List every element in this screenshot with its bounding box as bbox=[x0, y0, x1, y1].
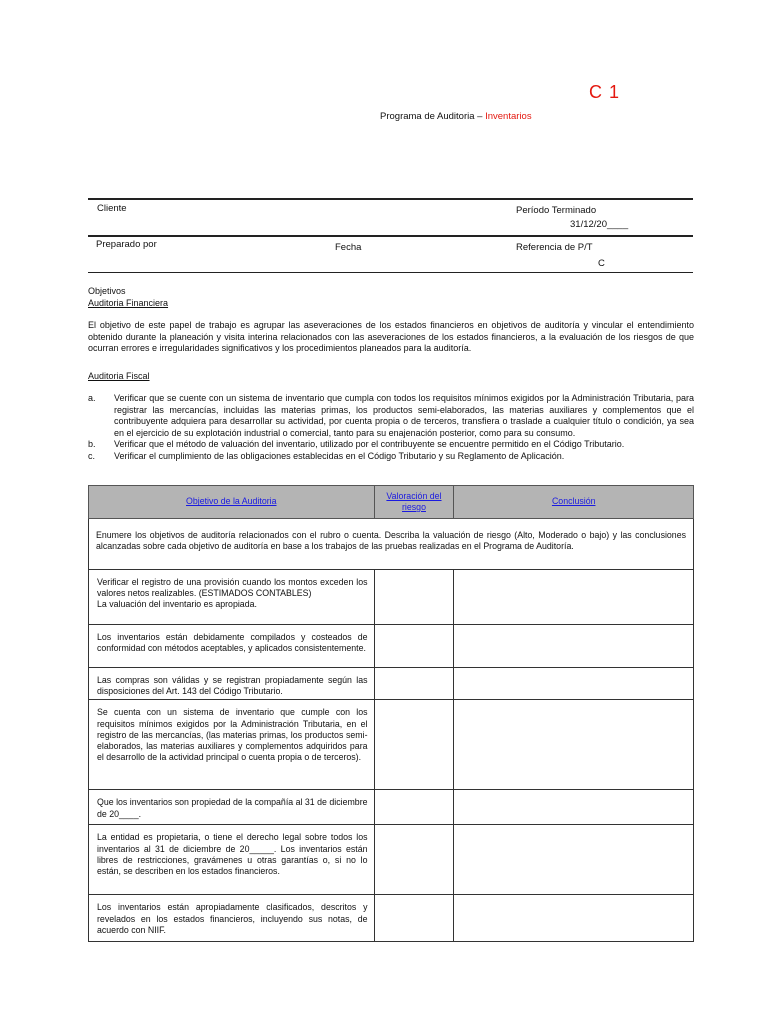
col-header-conclusion[interactable]: Conclusión bbox=[454, 486, 694, 519]
info-bottom-rule bbox=[88, 272, 693, 273]
prepared-by-label: Preparado por bbox=[96, 239, 157, 250]
program-title bbox=[380, 111, 532, 122]
table-row bbox=[89, 668, 694, 700]
objective-cell bbox=[89, 825, 375, 895]
info-middle-rule bbox=[88, 235, 693, 237]
table-intro-text: Enumere los objetivos de auditoría relacionados con el rubro o cuenta. Describa la valuación de riesgo (Alto, Moderado o bajo) y las conclusiones alcanzadas sobre cada objetivo de auditoría en base a los trabajos de las pruebas realizadas en el Programa de Auditoría. bbox=[89, 519, 694, 570]
period-value: 31/12/20____ bbox=[570, 219, 629, 230]
objective-text: Se cuenta con un sistema de inventario que cumple con los requisitos mínimos exigidos por la Administración Tributaria, en el registro de las mercancías, (las materias primas, los productos semi-elaborados, las materias auxiliares y complementos adquiridos para el desarrollo de la actividad principal o cuenta propia o de terceros). bbox=[97, 707, 368, 763]
objective-cell bbox=[89, 790, 375, 825]
fiscal-item bbox=[88, 451, 694, 463]
risk-cell[interactable] bbox=[374, 668, 454, 700]
risk-cell[interactable] bbox=[374, 790, 454, 825]
conclusion-cell[interactable] bbox=[454, 790, 694, 825]
fiscal-item bbox=[88, 439, 694, 451]
col-header-objective[interactable]: Objetivo de la Auditoria bbox=[89, 486, 375, 519]
date-label: Fecha bbox=[335, 242, 362, 253]
table-row bbox=[89, 570, 694, 625]
table-row bbox=[89, 825, 694, 895]
col-header-risk[interactable]: Valoración del riesgo bbox=[374, 486, 454, 519]
table-row bbox=[89, 700, 694, 790]
table-intro-row bbox=[89, 519, 694, 570]
objectives-section bbox=[88, 286, 694, 462]
objective-text: Los inventarios están debidamente compilados y costeados de conformidad con métodos aceptables, y aplicados consistentemente. bbox=[97, 632, 368, 654]
table-row bbox=[89, 625, 694, 668]
conclusion-cell[interactable] bbox=[454, 825, 694, 895]
client-label: Cliente bbox=[97, 203, 127, 214]
risk-cell[interactable] bbox=[374, 825, 454, 895]
conclusion-cell[interactable] bbox=[454, 668, 694, 700]
risk-cell[interactable] bbox=[374, 700, 454, 790]
program-title-prefix: Programa de Auditoria – bbox=[380, 111, 486, 122]
conclusion-cell[interactable] bbox=[454, 700, 694, 790]
fiscal-item bbox=[88, 393, 694, 439]
objective-cell bbox=[89, 570, 375, 625]
objective-cell bbox=[89, 668, 375, 700]
conclusion-cell[interactable] bbox=[454, 895, 694, 942]
risk-cell[interactable] bbox=[374, 625, 454, 668]
fiscal-item-text: Verificar que el método de valuación del inventario, utilizado por el contribuyente se encuentre permitido en el Código Tributario. bbox=[114, 439, 625, 449]
objective-cell bbox=[89, 625, 375, 668]
objective-text: La entidad es propietaria, o tiene el derecho legal sobre todos los inventarios al 31 de diciembre de 20_____. Los inventarios están libres de restricciones, gravámenes u otras garantías o, si no lo están, se describen en los estados financieros. bbox=[97, 832, 368, 877]
financial-audit-heading: Auditoria Financiera bbox=[88, 297, 169, 308]
fiscal-item-text: Verificar el cumplimiento de las obligaciones establecidas en el Código Tributario y su Reglamento de Aplicación. bbox=[114, 450, 565, 461]
audit-objectives-table bbox=[88, 485, 694, 942]
table-row bbox=[89, 895, 694, 942]
risk-cell[interactable] bbox=[374, 570, 454, 625]
fiscal-item-letter: a. bbox=[88, 393, 96, 403]
conclusion-cell[interactable] bbox=[454, 625, 694, 668]
program-title-subject: Inventarios bbox=[485, 111, 532, 122]
objective-text: Los inventarios están apropiadamente clasificados, descritos y revelados en los estados financieros, incluyendo sus notas, de acuerdo con NIIF. bbox=[97, 902, 368, 935]
risk-cell[interactable] bbox=[374, 895, 454, 942]
info-top-rule bbox=[88, 198, 693, 200]
document-code: C 1 bbox=[589, 82, 621, 102]
table-row bbox=[89, 790, 694, 825]
table-header-row bbox=[89, 486, 694, 519]
objective-text: Las compras son válidas y se registran propiadamente según las disposiciones del Art. 143 del Código Tributario. bbox=[97, 675, 368, 697]
objective-cell bbox=[89, 895, 375, 942]
fiscal-item-text: Verificar que se cuente con un sistema de inventario que cumpla con todos los requisitos mínimos exigidos por la Administración Tributaria, para registrar las mercancías, incluidas las materias primas, los productos semi-elaborados, las materias auxiliares y complementos que el contribuyente adquiera para desarrollar su actividad, por cuenta propia o de terceros, transfiera o traslade a cualquier título o condición, ya sea en el ejercicio de su explotación industrial o comercial, tanto para su enajenación posterior, como para su consumo. bbox=[114, 393, 694, 438]
fiscal-audit-list bbox=[88, 393, 694, 462]
fiscal-item-letter: c. bbox=[88, 450, 96, 461]
objective-text: Que los inventarios son propiedad de la compañía al 31 de diciembre de 20____. bbox=[97, 797, 368, 819]
objectives-heading: Objetivos bbox=[88, 286, 126, 296]
financial-audit-text: El objetivo de este papel de trabajo es agrupar las aseveraciones de los estados financieros en objetivos de auditoría y vincular el entendimiento obtenido durante la planeación y visita interina relacionados con las aseveraciones de los estados financieros, a la evaluación de los riesgos de que ocurran errores e irregularidades significativos y los procedimientos planeados para la auditoría. bbox=[88, 320, 694, 353]
fiscal-item-letter: b. bbox=[88, 439, 96, 449]
objective-subtext: La valuación del inventario es apropiada. bbox=[97, 599, 257, 610]
period-label: Período Terminado bbox=[516, 205, 597, 216]
reference-label: Referencia de P/T bbox=[516, 242, 593, 253]
conclusion-cell[interactable] bbox=[454, 570, 694, 625]
fiscal-audit-heading: Auditoria Fiscal bbox=[88, 370, 150, 381]
reference-value: C bbox=[598, 258, 605, 269]
objective-cell bbox=[89, 700, 375, 790]
objective-text: Verificar el registro de una provisión cuando los montos exceden los valores netos realizables. (ESTIMADOS CONTABLES) bbox=[97, 577, 368, 599]
